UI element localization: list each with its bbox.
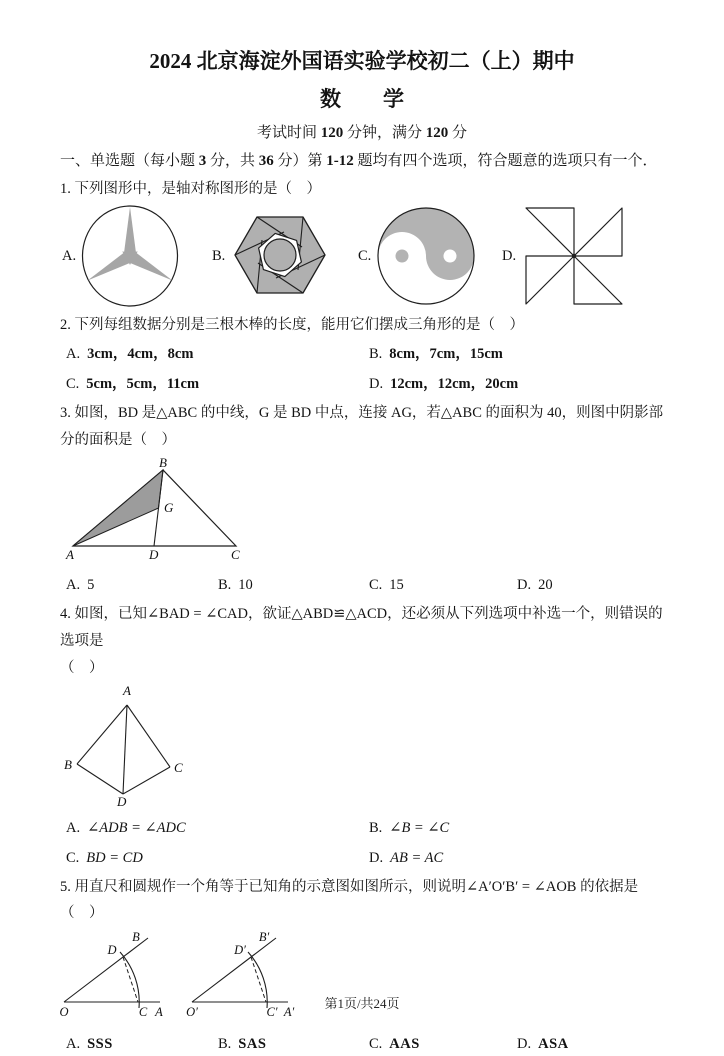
q4-option-c: C. BD = CD: [66, 850, 143, 866]
exam-info-number: 120: [425, 125, 449, 141]
point-label-c-prime: C′: [266, 1005, 278, 1019]
q1-option-a-label: A.: [62, 247, 77, 264]
q2-option-a: A. 3cm，4cm，8cm: [66, 346, 194, 362]
exam-info: [60, 122, 664, 144]
q4-option-b: B. ∠B = ∠C: [369, 820, 450, 836]
question-2-text: 2. 下列每组数据分别是三根木棒的长度，能用它们摆成三角形的是（ ）: [60, 317, 524, 333]
q4-option-a: A. ∠ADB = ∠ADC: [66, 820, 186, 836]
point-label-o: O: [59, 1005, 69, 1019]
q3-option-b: B. 10: [218, 577, 253, 593]
q3-option-c: C. 15: [369, 577, 404, 593]
section-text: 题均有四个选项，符合题意的选项只有一个．: [353, 153, 658, 169]
triangle-median-figure: [63, 456, 248, 562]
section-number: 1-12: [326, 153, 354, 169]
q1-figure-unit-b: [212, 211, 330, 301]
point-label-a-prime: A′: [283, 1005, 295, 1019]
section-text: 一、单选题（每小题: [60, 153, 199, 169]
q1-option-d-label: D.: [502, 247, 517, 264]
section-number: 3: [198, 153, 207, 169]
q5-option-d: D. ASA: [517, 1036, 569, 1052]
section-text: 分，共: [206, 153, 259, 169]
point-label-o-prime: O′: [186, 1005, 198, 1019]
point-label-a: A: [155, 1005, 163, 1019]
pinwheel-figure: [520, 205, 628, 307]
vertex-label-d: D: [149, 547, 159, 562]
point-label-c: C: [138, 1005, 148, 1019]
q2-option-c: C. 5cm，5cm，11cm: [66, 376, 200, 392]
vertex-label-c: C: [174, 760, 183, 775]
q5-option-c: C. AAS: [369, 1036, 420, 1052]
question-4-options: [60, 816, 664, 870]
question-2-options: [60, 342, 664, 396]
vertex-label-b: B: [64, 757, 72, 772]
question-3-figure-wrap: [63, 456, 664, 567]
point-label-g: G: [164, 500, 174, 515]
exam-info-text: 分钟，满分: [343, 125, 426, 141]
section-1-header: [60, 150, 664, 172]
exam-info-number: 120: [320, 125, 344, 141]
three-pointed-star-figure: [80, 204, 180, 308]
vertex-label-b: B: [159, 455, 167, 470]
q2-option-d: D. 12cm，12cm，20cm: [369, 376, 519, 392]
q1-figure-unit-c: [358, 205, 476, 307]
pinwheel-center-dot: [572, 254, 576, 258]
q2-option-b: B. 8cm，7cm，15cm: [369, 346, 503, 362]
question-3-text: 3. 如图，BD 是△ABC 的中线，G 是 BD 中点，连接 AG，若△ABC 的面积为 40，则图中阴影部分的面积是（ ）: [60, 405, 664, 448]
q1-figure-unit-a: [62, 204, 180, 308]
kite-figure: [60, 683, 190, 807]
yin-yang-figure: [376, 205, 476, 307]
question-1-figures: [60, 204, 664, 308]
hexagon-nut-figure: [230, 211, 330, 301]
exam-info-text: 考试时间: [256, 125, 321, 141]
question-4-text: 4. 如图，已知∠BAD = ∠CAD，欲证△ABD≌△ACD，还必须从下列选项中补选一个，则错误的选项是: [60, 606, 663, 649]
q4-option-d: D. AB = AC: [369, 850, 444, 866]
point-label-d-prime: D′: [234, 943, 246, 957]
subject-title: 数 学: [320, 87, 404, 111]
vertex-label-d: D: [117, 794, 127, 809]
section-number: 36: [258, 153, 274, 169]
vertex-label-c: C: [231, 547, 240, 562]
point-label-d: D: [107, 943, 117, 957]
q5-option-a: A. SSS: [66, 1036, 113, 1052]
question-5-options: [60, 1032, 664, 1056]
vertex-label-a: A: [123, 683, 131, 698]
q3-option-d: D. 20: [517, 577, 553, 593]
q3-option-a: A. 5: [66, 577, 95, 593]
vertex-label-a: A: [66, 547, 74, 562]
section-text: 分）第: [273, 153, 327, 169]
question-4-text-line2: （ ）: [60, 660, 104, 676]
q1-figure-unit-d: [502, 205, 628, 307]
page-title: 2024 北京海淀外国语实验学校初二（上）期中: [149, 49, 575, 73]
page-footer: 第1页/共24页: [324, 996, 400, 1011]
question-1-text: 1. 下列图形中，是轴对称图形的是（ ）: [60, 181, 321, 197]
exam-info-text: 分: [448, 125, 468, 141]
question-3-options: [60, 573, 664, 597]
question-4-figure-wrap: [60, 683, 664, 812]
q1-option-c-label: C.: [358, 247, 372, 264]
point-label-b-prime: B′: [258, 930, 270, 944]
q1-option-b-label: B.: [212, 247, 226, 264]
point-label-b: B: [132, 930, 140, 944]
question-5-text: 5. 用直尺和圆规作一个角等于已知角的示意图如图所示，则说明∠A′O′B′ = ∠AOB 的依据是（ ）: [60, 879, 639, 921]
q5-option-b: B. SAS: [218, 1036, 267, 1052]
